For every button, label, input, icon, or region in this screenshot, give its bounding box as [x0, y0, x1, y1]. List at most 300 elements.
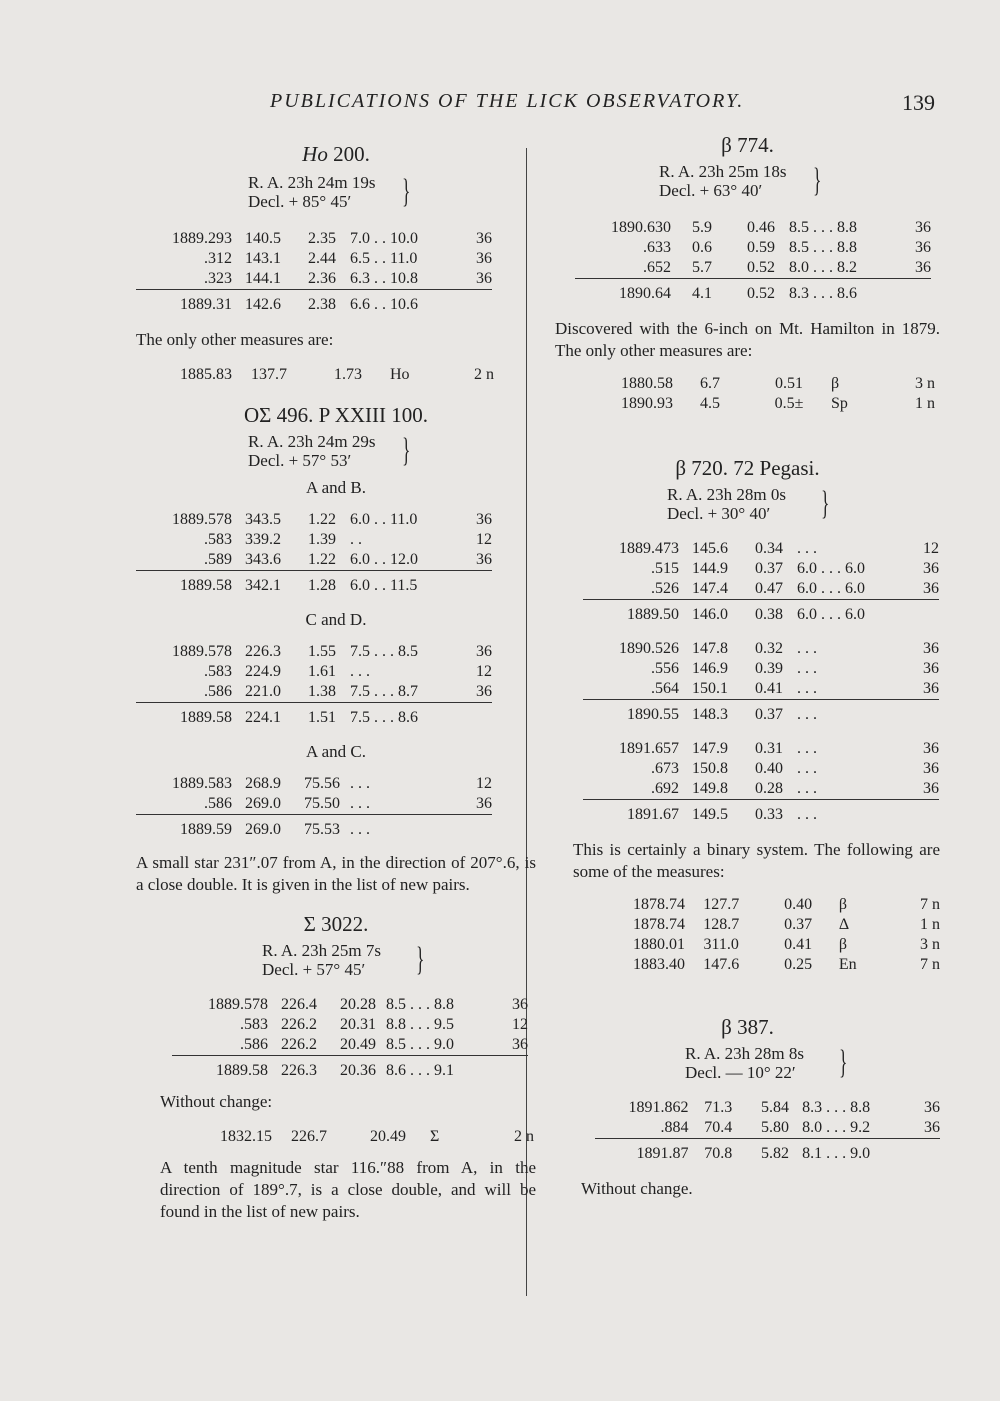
table-cell: 1891.657 [619, 740, 679, 757]
table-cell: 1891.67 [583, 800, 679, 826]
mean-row [136, 815, 492, 841]
table-cell: 8.0 . . . 8.2 [789, 259, 857, 276]
table-cell: 8.1 . . . 9.0 [802, 1139, 907, 1165]
table-cell [458, 815, 492, 841]
table-cell: 226.2 [281, 1016, 317, 1033]
note: Discovered with the 6-inch on Mt. Hamilton in 1879. The only other measures are: [555, 319, 940, 360]
table-cell: 36 [476, 795, 492, 812]
table-cell: 8.8 . . . 9.5 [386, 1016, 454, 1033]
table-row [136, 794, 492, 815]
table-cell: 1832.15 [220, 1128, 272, 1145]
coordinates: R. A. 23h 28m 0s Decl. + 30° 40′ } [667, 485, 830, 523]
note: A tenth magnitude star 116.″88 from A, in the direction of 189°.7, is a close double, and will be found in the list of new pairs. [160, 1158, 536, 1221]
table-cell: 12 [476, 531, 492, 548]
table-cell: 1890.526 [619, 640, 679, 657]
table-cell: 6.0 . . . 6.0 [797, 580, 865, 597]
table-cell: 1.39 [308, 531, 336, 548]
table-cell: 149.8 [692, 780, 728, 797]
table-cell: 36 [512, 1036, 528, 1053]
table-cell: 0.37 [784, 916, 813, 933]
table-cell: 343.6 [245, 551, 281, 568]
table-cell: 0.33 [741, 800, 797, 826]
table-cell: 36 [923, 640, 939, 657]
table-cell [905, 600, 939, 626]
table-cell: 36 [476, 683, 492, 700]
table-row [595, 1098, 940, 1118]
table-cell: 1889.58 [172, 1056, 268, 1082]
table-cell: 269.0 [245, 795, 281, 812]
table-cell: β [838, 896, 848, 913]
table-cell: 1889.50 [583, 600, 679, 626]
table-cell: 1.22 [308, 551, 336, 568]
table-cell: 1889.578 [208, 996, 268, 1013]
right-column [555, 133, 940, 1200]
table-cell: 1890.64 [575, 279, 671, 305]
table-cell: 36 [476, 230, 492, 247]
table-cell: 5.7 [692, 259, 712, 276]
table-cell: 75.50 [304, 795, 340, 812]
table-cell: 343.5 [245, 511, 281, 528]
component-label: C and D. [305, 610, 367, 629]
table-cell: 8.3 . . . 8.6 [789, 279, 897, 305]
mean-row [136, 290, 492, 316]
table-cell [905, 800, 939, 826]
table-cell: 1891.87 [595, 1139, 688, 1165]
table-cell: 20.49 [370, 1128, 406, 1145]
table-row [172, 1035, 528, 1056]
table-cell: .692 [651, 780, 679, 797]
table-cell: 36 [476, 551, 492, 568]
table-cell: 8.6 . . . 9.1 [386, 1056, 494, 1082]
table-cell: .312 [204, 250, 232, 267]
component-label: A and C. [306, 742, 366, 761]
table-row [136, 682, 492, 703]
measures-table [583, 639, 939, 725]
table-row [136, 774, 492, 794]
table-cell: 1880.01 [633, 936, 686, 953]
table-cell: 36 [915, 259, 931, 276]
table-cell: 0.37 [741, 700, 797, 726]
table-cell: 75.56 [304, 775, 340, 792]
measures-table [136, 774, 492, 840]
table-cell: 0.40 [755, 760, 783, 777]
table-cell: 226.2 [281, 1036, 317, 1053]
table-cell: 221.0 [245, 683, 281, 700]
table-cell: . . . [797, 760, 817, 777]
table-row [591, 935, 940, 955]
table-cell: 0.5± [774, 395, 804, 412]
star-heading-s3022: Σ 3022. [303, 912, 369, 936]
table-cell: 1890.93 [621, 395, 673, 412]
page-header [270, 90, 935, 115]
table-cell: 0.25 [784, 956, 813, 973]
table-row [583, 539, 939, 559]
note: The only other measures are: [136, 330, 334, 349]
table-cell: 1889.578 [172, 511, 232, 528]
table-cell: .526 [651, 580, 679, 597]
measures-table [575, 218, 931, 304]
measures-table [595, 1098, 940, 1164]
table-cell: 226.4 [281, 996, 317, 1013]
table-cell: 12 [476, 663, 492, 680]
table-cell: 1.55 [308, 643, 336, 660]
table-cell: . . . [797, 740, 817, 757]
table-cell: β [838, 936, 848, 953]
table-cell: 1.38 [308, 683, 336, 700]
coordinates: R. A. 23h 24m 19s Decl. + 85° 45′ } [248, 173, 411, 211]
table-cell: . . . [797, 700, 905, 726]
table-cell: 7.5 . . . 8.5 [350, 643, 418, 660]
table-row [583, 639, 939, 659]
measures-table [583, 739, 939, 825]
table-row [583, 679, 939, 700]
star-heading-b720: β 720. 72 Pegasi. [675, 456, 820, 480]
table-cell: 8.5 . . . 8.8 [386, 996, 454, 1013]
table-cell: 70.4 [704, 1119, 733, 1136]
table-row [136, 642, 492, 662]
coordinates: R. A. 23h 28m 8s Decl. — 10° 22′ } [685, 1044, 848, 1082]
table-cell: 147.8 [692, 640, 728, 657]
table-row [583, 659, 939, 679]
table-cell: 1889.58 [136, 571, 232, 597]
table-cell: 146.0 [679, 600, 741, 626]
table-cell: 0.59 [747, 239, 775, 256]
table-cell: .633 [643, 239, 671, 256]
table-cell: 36 [923, 780, 939, 797]
table-row [172, 1015, 528, 1035]
table-row [136, 249, 492, 269]
table-cell: 2 n [474, 366, 494, 383]
table-cell: 6.0 . . 11.0 [350, 511, 418, 528]
mean-row [583, 600, 939, 626]
table-cell: 0.51 [775, 375, 803, 392]
table-cell: 8.5 . . . 8.8 [789, 239, 857, 256]
table-cell: . . . [797, 680, 817, 697]
table-cell: .323 [204, 270, 232, 287]
table-cell: 268.9 [245, 775, 281, 792]
table-cell: 339.2 [245, 531, 281, 548]
table-cell: Sp [831, 395, 848, 412]
table-cell: 0.47 [755, 580, 783, 597]
table-cell: 36 [476, 643, 492, 660]
table-cell: 36 [923, 660, 939, 677]
table-cell: 1889.31 [136, 290, 232, 316]
table-cell: 36 [923, 760, 939, 777]
table-cell: 36 [923, 680, 939, 697]
table-cell: 12 [512, 1016, 528, 1033]
table-cell: 1.73 [334, 366, 362, 383]
table-cell: . . . [350, 815, 458, 841]
table-cell: 4.1 [671, 279, 733, 305]
table-cell [905, 700, 939, 726]
table-cell: 20.36 [330, 1056, 386, 1082]
table-row [136, 365, 494, 385]
table-cell: 1889.583 [172, 775, 232, 792]
table-row [583, 739, 939, 759]
table-row [583, 559, 939, 579]
table-cell: 2.38 [294, 290, 350, 316]
table-row [136, 229, 492, 249]
table-cell: 70.8 [688, 1139, 748, 1165]
table-cell: 144.9 [692, 560, 728, 577]
table-cell: 147.4 [692, 580, 728, 597]
measures-table [136, 229, 492, 315]
table-row [595, 1118, 940, 1139]
table-cell: 0.28 [755, 780, 783, 797]
table-cell: 20.31 [340, 1016, 376, 1033]
table-cell: 142.6 [232, 290, 294, 316]
coordinates: R. A. 23h 25m 18s Decl. + 63° 40′ } [659, 162, 822, 200]
table-cell: 1890.630 [611, 219, 671, 236]
table-cell: 6.0 . . 11.5 [350, 571, 458, 597]
table-cell: 1891.862 [628, 1099, 689, 1116]
table-cell: 0.34 [755, 540, 783, 557]
table-cell: 128.7 [703, 916, 740, 933]
table-cell: 127.7 [703, 896, 740, 913]
table-cell: 149.5 [679, 800, 741, 826]
table-cell: 0.41 [784, 936, 813, 953]
table-row [136, 550, 492, 571]
note: A small star 231″.07 from A, in the direction of 207°.6, is a close double. It is given in the list of new pairs. [136, 853, 536, 894]
page-number: 139 [902, 90, 935, 115]
table-cell: 3 n [920, 936, 940, 953]
other-measures-table [591, 895, 940, 975]
table-cell [907, 1139, 940, 1165]
table-cell: 1.28 [294, 571, 350, 597]
measures-table [136, 642, 492, 728]
table-cell: .673 [651, 760, 679, 777]
table-cell: 0.46 [747, 219, 775, 236]
table-row [136, 662, 492, 682]
table-cell: 342.1 [232, 571, 294, 597]
coordinates: R. A. 23h 25m 7s Decl. + 57° 45′ } [262, 941, 425, 979]
table-cell: 1.61 [308, 663, 336, 680]
table-row [172, 995, 528, 1015]
table-cell: 36 [923, 740, 939, 757]
table-cell: 150.8 [692, 760, 728, 777]
other-measures-table [577, 374, 935, 414]
table-cell: 5.9 [692, 219, 712, 236]
table-cell: .583 [204, 663, 232, 680]
table-cell: .583 [204, 531, 232, 548]
table-cell: 311.0 [703, 936, 739, 953]
table-cell: 71.3 [704, 1099, 733, 1116]
mean-row [595, 1139, 940, 1165]
table-cell: .586 [240, 1036, 268, 1053]
table-cell: 150.1 [692, 680, 728, 697]
table-cell: 7 n [920, 956, 940, 973]
table-cell: 146.9 [692, 660, 728, 677]
note: This is certainly a binary system. The following are some of the measures: [573, 840, 940, 881]
other-measures-table [176, 1127, 534, 1147]
table-cell: . . . [797, 780, 817, 797]
table-cell: .589 [204, 551, 232, 568]
table-cell: 0.39 [755, 660, 783, 677]
table-cell: 0.6 [692, 239, 712, 256]
table-cell: 1890.55 [583, 700, 679, 726]
table-cell: 0.32 [755, 640, 783, 657]
table-cell: 6.6 . . 10.6 [350, 290, 458, 316]
mean-row [583, 700, 939, 726]
mean-row [575, 279, 931, 305]
table-cell: 2 n [514, 1128, 534, 1145]
table-cell: 1.22 [308, 511, 336, 528]
table-cell: 226.3 [245, 643, 281, 660]
table-cell: 1889.293 [172, 230, 232, 247]
table-cell [494, 1056, 528, 1082]
table-row [591, 955, 940, 975]
table-cell: 8.5 . . . 9.0 [386, 1036, 454, 1053]
table-cell: 2.44 [308, 250, 336, 267]
table-cell: 36 [476, 511, 492, 528]
table-cell: 226.7 [291, 1128, 327, 1145]
table-cell: 1 n [920, 916, 940, 933]
table-row [575, 218, 931, 238]
table-cell: . . . [350, 775, 370, 792]
table-cell: 144.1 [245, 270, 281, 287]
table-cell: 1889.578 [172, 643, 232, 660]
table-cell: 7.0 . . 10.0 [350, 230, 418, 247]
table-row [575, 238, 931, 258]
table-cell: . . . [797, 660, 817, 677]
table-cell: 36 [915, 239, 931, 256]
table-cell: 2.35 [308, 230, 336, 247]
table-cell: 1878.74 [633, 916, 686, 933]
left-column [136, 142, 536, 1223]
table-cell: 12 [923, 540, 939, 557]
mean-row [136, 571, 492, 597]
table-cell: 3 n [915, 375, 935, 392]
table-cell: Ho [390, 366, 410, 383]
table-cell: 224.9 [245, 663, 281, 680]
table-cell [458, 290, 492, 316]
table-cell: 6.0 . . 12.0 [350, 551, 418, 568]
table-cell: 20.28 [340, 996, 376, 1013]
table-cell: 36 [923, 560, 939, 577]
table-cell: 143.1 [245, 250, 281, 267]
table-row [583, 759, 939, 779]
table-cell: . . . [350, 663, 370, 680]
table-cell: 8.3 . . . 8.8 [802, 1099, 871, 1116]
table-cell: 226.3 [268, 1056, 330, 1082]
table-cell: 1880.58 [621, 375, 673, 392]
table-cell: 6.3 . . 10.8 [350, 270, 418, 287]
measures-table [136, 510, 492, 596]
table-cell: .583 [240, 1016, 268, 1033]
table-cell: 7 n [920, 896, 940, 913]
table-cell: 145.6 [692, 540, 728, 557]
table-cell: 12 [476, 775, 492, 792]
table-cell: .652 [643, 259, 671, 276]
star-heading-b387: β 387. [721, 1015, 774, 1039]
table-cell: 8.0 . . . 9.2 [802, 1119, 871, 1136]
table-cell: . . . [797, 800, 905, 826]
table-cell: 0.37 [755, 560, 783, 577]
table-cell: . . [350, 531, 362, 548]
table-cell [897, 279, 931, 305]
running-title: PUBLICATIONS OF THE LICK OBSERVATORY. [270, 90, 745, 112]
table-cell: .884 [660, 1119, 689, 1136]
table-cell: .586 [204, 795, 232, 812]
table-cell: . . . [797, 640, 817, 657]
table-row [591, 895, 940, 915]
component-label: A and B. [306, 478, 366, 497]
table-cell: 224.1 [232, 703, 294, 729]
table-cell: 0.52 [747, 259, 775, 276]
mean-row [583, 800, 939, 826]
table-cell: 147.9 [692, 740, 728, 757]
table-cell [458, 571, 492, 597]
table-cell: 147.6 [703, 956, 740, 973]
table-row [136, 530, 492, 550]
mean-row [172, 1056, 528, 1082]
table-cell: 2.36 [308, 270, 336, 287]
table-cell: 1.51 [294, 703, 350, 729]
table-cell: 1878.74 [633, 896, 686, 913]
table-cell: . . . [797, 540, 817, 557]
table-cell: 0.52 [733, 279, 789, 305]
table-cell: 5.80 [761, 1119, 790, 1136]
table-row [577, 374, 935, 394]
table-cell: 36 [476, 250, 492, 267]
table-cell: 1885.83 [180, 366, 232, 383]
table-cell: En [838, 956, 857, 973]
table-cell: 1883.40 [633, 956, 686, 973]
table-cell: 6.0 . . . 6.0 [797, 560, 865, 577]
table-cell: β [831, 375, 840, 392]
measures-table [583, 539, 939, 625]
table-cell: 36 [924, 1119, 940, 1136]
table-row [583, 779, 939, 800]
table-cell: 75.53 [294, 815, 350, 841]
table-cell: 1889.58 [136, 703, 232, 729]
table-cell: 5.82 [748, 1139, 802, 1165]
table-cell: 148.3 [679, 700, 741, 726]
table-cell: 8.5 . . . 8.8 [789, 219, 857, 236]
table-row [575, 258, 931, 279]
table-cell: 6.5 . . 11.0 [350, 250, 418, 267]
note: Without change. [581, 1179, 693, 1198]
table-cell: 137.7 [251, 366, 287, 383]
table-cell: 36 [476, 270, 492, 287]
table-row [591, 915, 940, 935]
table-cell: 269.0 [232, 815, 294, 841]
measures-table [172, 995, 528, 1081]
table-cell: 0.41 [755, 680, 783, 697]
table-cell: 20.49 [340, 1036, 376, 1053]
mean-row [136, 703, 492, 729]
table-cell [458, 703, 492, 729]
table-cell: 6.7 [700, 375, 720, 392]
table-cell: 1889.59 [136, 815, 232, 841]
coordinates: R. A. 23h 24m 29s Decl. + 57° 53′ } [248, 432, 411, 470]
table-cell: .586 [204, 683, 232, 700]
table-cell: Σ [430, 1128, 440, 1145]
table-cell: 4.5 [700, 395, 720, 412]
table-cell: 36 [924, 1099, 940, 1116]
table-cell: .515 [651, 560, 679, 577]
table-row [136, 269, 492, 290]
table-cell: .564 [651, 680, 679, 697]
table-cell: 0.40 [784, 896, 813, 913]
table-cell: 36 [923, 580, 939, 597]
table-cell: Δ [838, 916, 850, 933]
table-row [583, 579, 939, 600]
table-cell: 7.5 . . . 8.6 [350, 703, 458, 729]
table-cell: . . . [350, 795, 370, 812]
star-heading-ho200: Ho 200. [302, 142, 370, 166]
star-heading-os496: OΣ 496. P XXIII 100. [243, 403, 429, 427]
